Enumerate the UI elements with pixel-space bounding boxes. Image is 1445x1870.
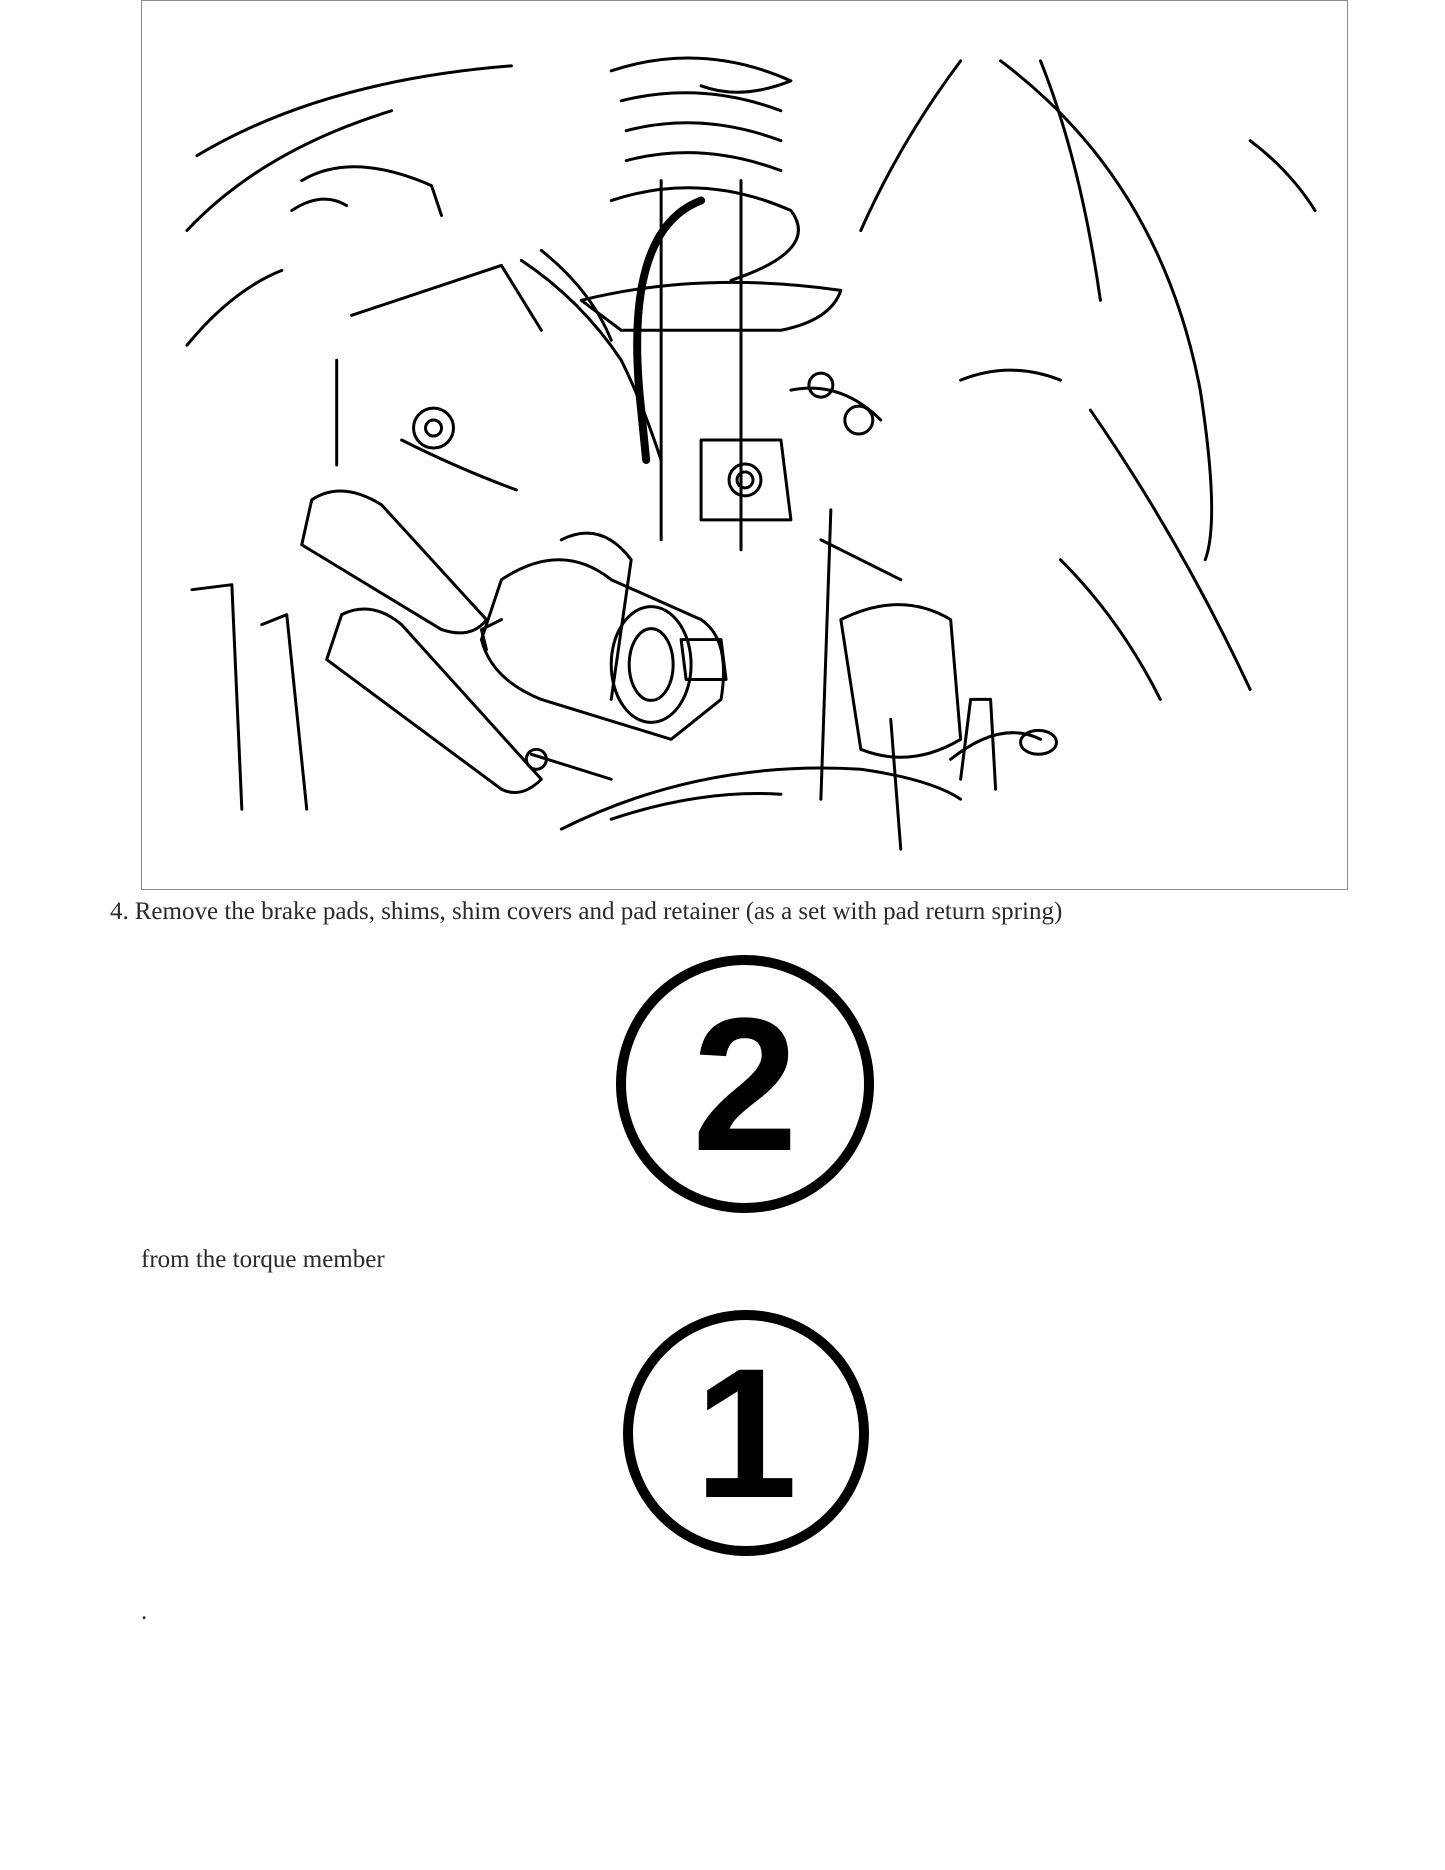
callout-2-icon (613, 952, 877, 1216)
brake-caliper-line-drawing (142, 1, 1347, 889)
callout-1-icon (620, 1305, 872, 1561)
step-text: Remove the brake pads, shims, shim covers and pad retainer (as a set with pad return spring) (134, 898, 1063, 925)
step-instruction (110, 896, 1062, 928)
circled-number-icon (620, 1305, 872, 1561)
callout-1-label: 1 (694, 1331, 798, 1537)
callout-2-label: 2 (692, 979, 798, 1191)
circled-number-icon (613, 952, 877, 1216)
paragraph-period: . (141, 1598, 148, 1625)
brake-assembly-figure (141, 0, 1348, 890)
step-number: 4. (110, 898, 129, 925)
paragraph-from-torque-member: from the torque member (141, 1246, 385, 1273)
